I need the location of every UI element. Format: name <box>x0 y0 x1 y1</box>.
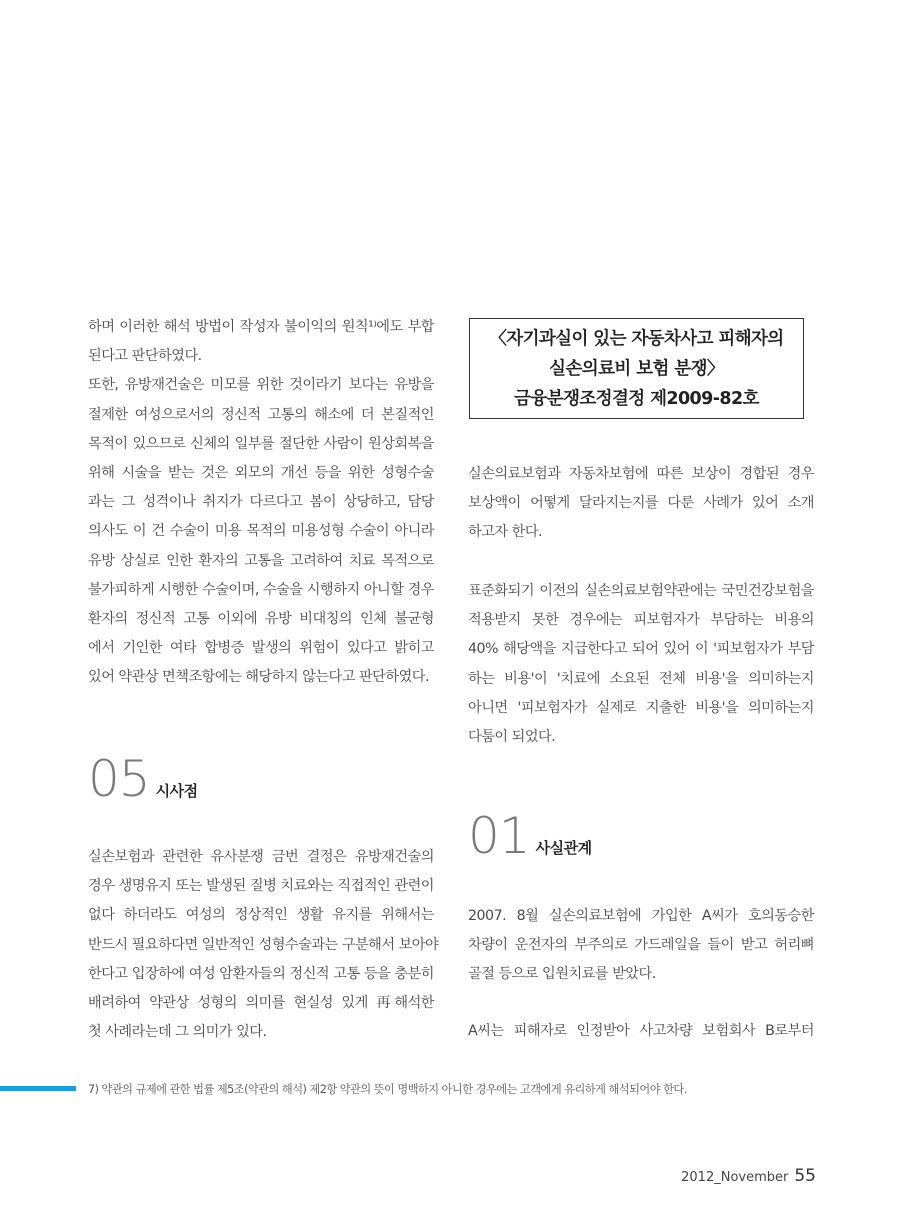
case-title-line: 금융분쟁조정결정 제2009-82호 <box>514 388 759 409</box>
text-line: 실손보험과 관련한 유사분쟁 금번 결정은 유방재건술의 <box>88 849 434 865</box>
text-line: 하는 비용'이 '치료에 소요된 전체 비용'을 의미하는지 <box>468 670 814 687</box>
section-title: 시사점 <box>155 782 198 800</box>
text-line: 보상액이 어떻게 달라지는지를 다룬 사례가 있어 소개 <box>468 495 814 512</box>
section-01-body <box>468 902 814 990</box>
text-line: 아니면 '피보험자가 실제로 지출한 비용'을 의미하는지 <box>468 699 814 716</box>
text-line: 골절 등으로 입원치료를 받았다. <box>468 966 656 983</box>
section-01-paragraph-2 <box>468 1017 814 1046</box>
intro-paragraph <box>468 460 814 548</box>
text-line: 첫 사례라는데 그 의미가 있다. <box>88 1024 267 1041</box>
right-intro <box>468 460 814 548</box>
text-line: 유방 상실로 인한 환자의 고통을 고려하여 치료 목적으로 <box>88 552 434 569</box>
section-title: 사실관계 <box>535 839 592 857</box>
footnote-accent-bar <box>0 1086 76 1091</box>
text-line: 한다고 입장하에 여성 암환자들의 정신적 고통 등을 충분히 <box>88 965 434 982</box>
text-line: A씨는 피해자로 인정받아 사고차량 보험회사 B로부터 <box>468 1023 814 1039</box>
text-line: 목적이 있으므로 신체의 일부를 절단한 사람이 원상회복을 <box>88 435 434 452</box>
text-line: 다툼이 되었다. <box>468 729 556 746</box>
text-line: 과는 그 성격이나 취지가 다르다고 봄이 상당하고, 담당 <box>88 494 434 511</box>
text-line: 40% 해당액을 지급한다고 되어 있어 이 '피보험자가 부담 <box>468 641 814 658</box>
text-line: 에서 기인한 여타 합병증 발생의 위험이 있다고 밝히고 <box>88 640 434 657</box>
section-number: 01 <box>468 807 530 865</box>
case-title-box <box>469 318 804 419</box>
text-line: 환자의 정신적 고통 이외에 유방 비대칭의 인체 불균형 <box>88 611 434 628</box>
right-background <box>468 577 814 752</box>
background-paragraph <box>468 577 814 752</box>
text-line: 있어 약관상 면책조항에는 해당하지 않는다고 판단하였다. <box>88 669 429 686</box>
text-line: 차량이 운전자의 부주의로 가드레일을 들이 받고 허리뼈 <box>468 937 814 954</box>
text-line: 없다 하더라도 여성의 정상적인 생활 유지를 위해서는 <box>88 907 434 924</box>
text-line: 불가피하게 시행한 수술이며, 수술을 시행하지 아니할 경우 <box>88 581 434 598</box>
issue-label: 2012_November <box>681 1170 789 1185</box>
text-line: 2007. 8월 실손의료보험에 가입한 A씨가 호의동승한 <box>468 908 814 924</box>
text-line: 반드시 필요하다면 일반적인 성형수술과는 구분해서 보아야 <box>88 936 439 953</box>
left-paragraph-1 <box>88 313 434 371</box>
case-title-line: 실손의료비 보험 분쟁〉 <box>549 358 724 379</box>
text-line: 위해 시술을 받는 것은 외모의 개선 등을 위한 성형수술 <box>88 465 434 482</box>
page-number: 55 <box>794 1166 816 1186</box>
left-column <box>88 313 434 693</box>
section-05-paragraph <box>88 843 439 1047</box>
section-number: 05 <box>88 750 150 808</box>
text-line: 경우 생명유지 또는 발생된 질병 치료와는 직접적인 관련이 <box>88 878 434 895</box>
section-01-heading <box>468 807 592 865</box>
text-line: 절제한 여성으로서의 정신적 고통의 해소에 더 본질적인 <box>88 406 434 423</box>
section-01-body-2 <box>468 1017 814 1046</box>
text-line: 표준화되기 이전의 실손의료보험약관에는 국민건강보험을 <box>468 583 814 599</box>
text-line: 적용받지 못한 경우에는 피보험자가 부담하는 비용의 <box>468 612 814 629</box>
section-05-heading <box>88 750 198 808</box>
text-line: 배려하여 약관상 성형의 의미를 현실성 있게 再해석한 <box>88 995 434 1012</box>
text-line: 의사도 이 건 수술이 미용 목적의 미용성형 수술이 아니라 <box>88 523 434 540</box>
left-paragraph-2 <box>88 371 434 692</box>
text-line: 하고자 한다. <box>468 524 543 541</box>
section-01-paragraph-1 <box>468 902 814 990</box>
page-footer <box>681 1166 816 1186</box>
case-title-line: 〈자기과실이 있는 자동차사고 피해자의 <box>489 328 784 349</box>
text-line: 실손의료보험과 자동차보험에 따른 보상이 경합된 경우 <box>468 466 814 482</box>
text-line: 또한, 유방재건술은 미모를 위한 것이라기 보다는 유방을 <box>88 377 434 394</box>
text-line: 하며 이러한 해석 방법이 작성자 불이익의 원칙¹⁾에도 부합 <box>88 319 434 335</box>
footnote: 7) 약관의 규제에 관한 법률 제5조(약관의 해석) 제2항 약관의 뜻이 명백하지 아니한 경우에는 고객에게 유리하게 해석되어야 한다. <box>88 1083 687 1096</box>
text-line: 된다고 판단하였다. <box>88 348 202 365</box>
section-05-body <box>88 843 439 1047</box>
